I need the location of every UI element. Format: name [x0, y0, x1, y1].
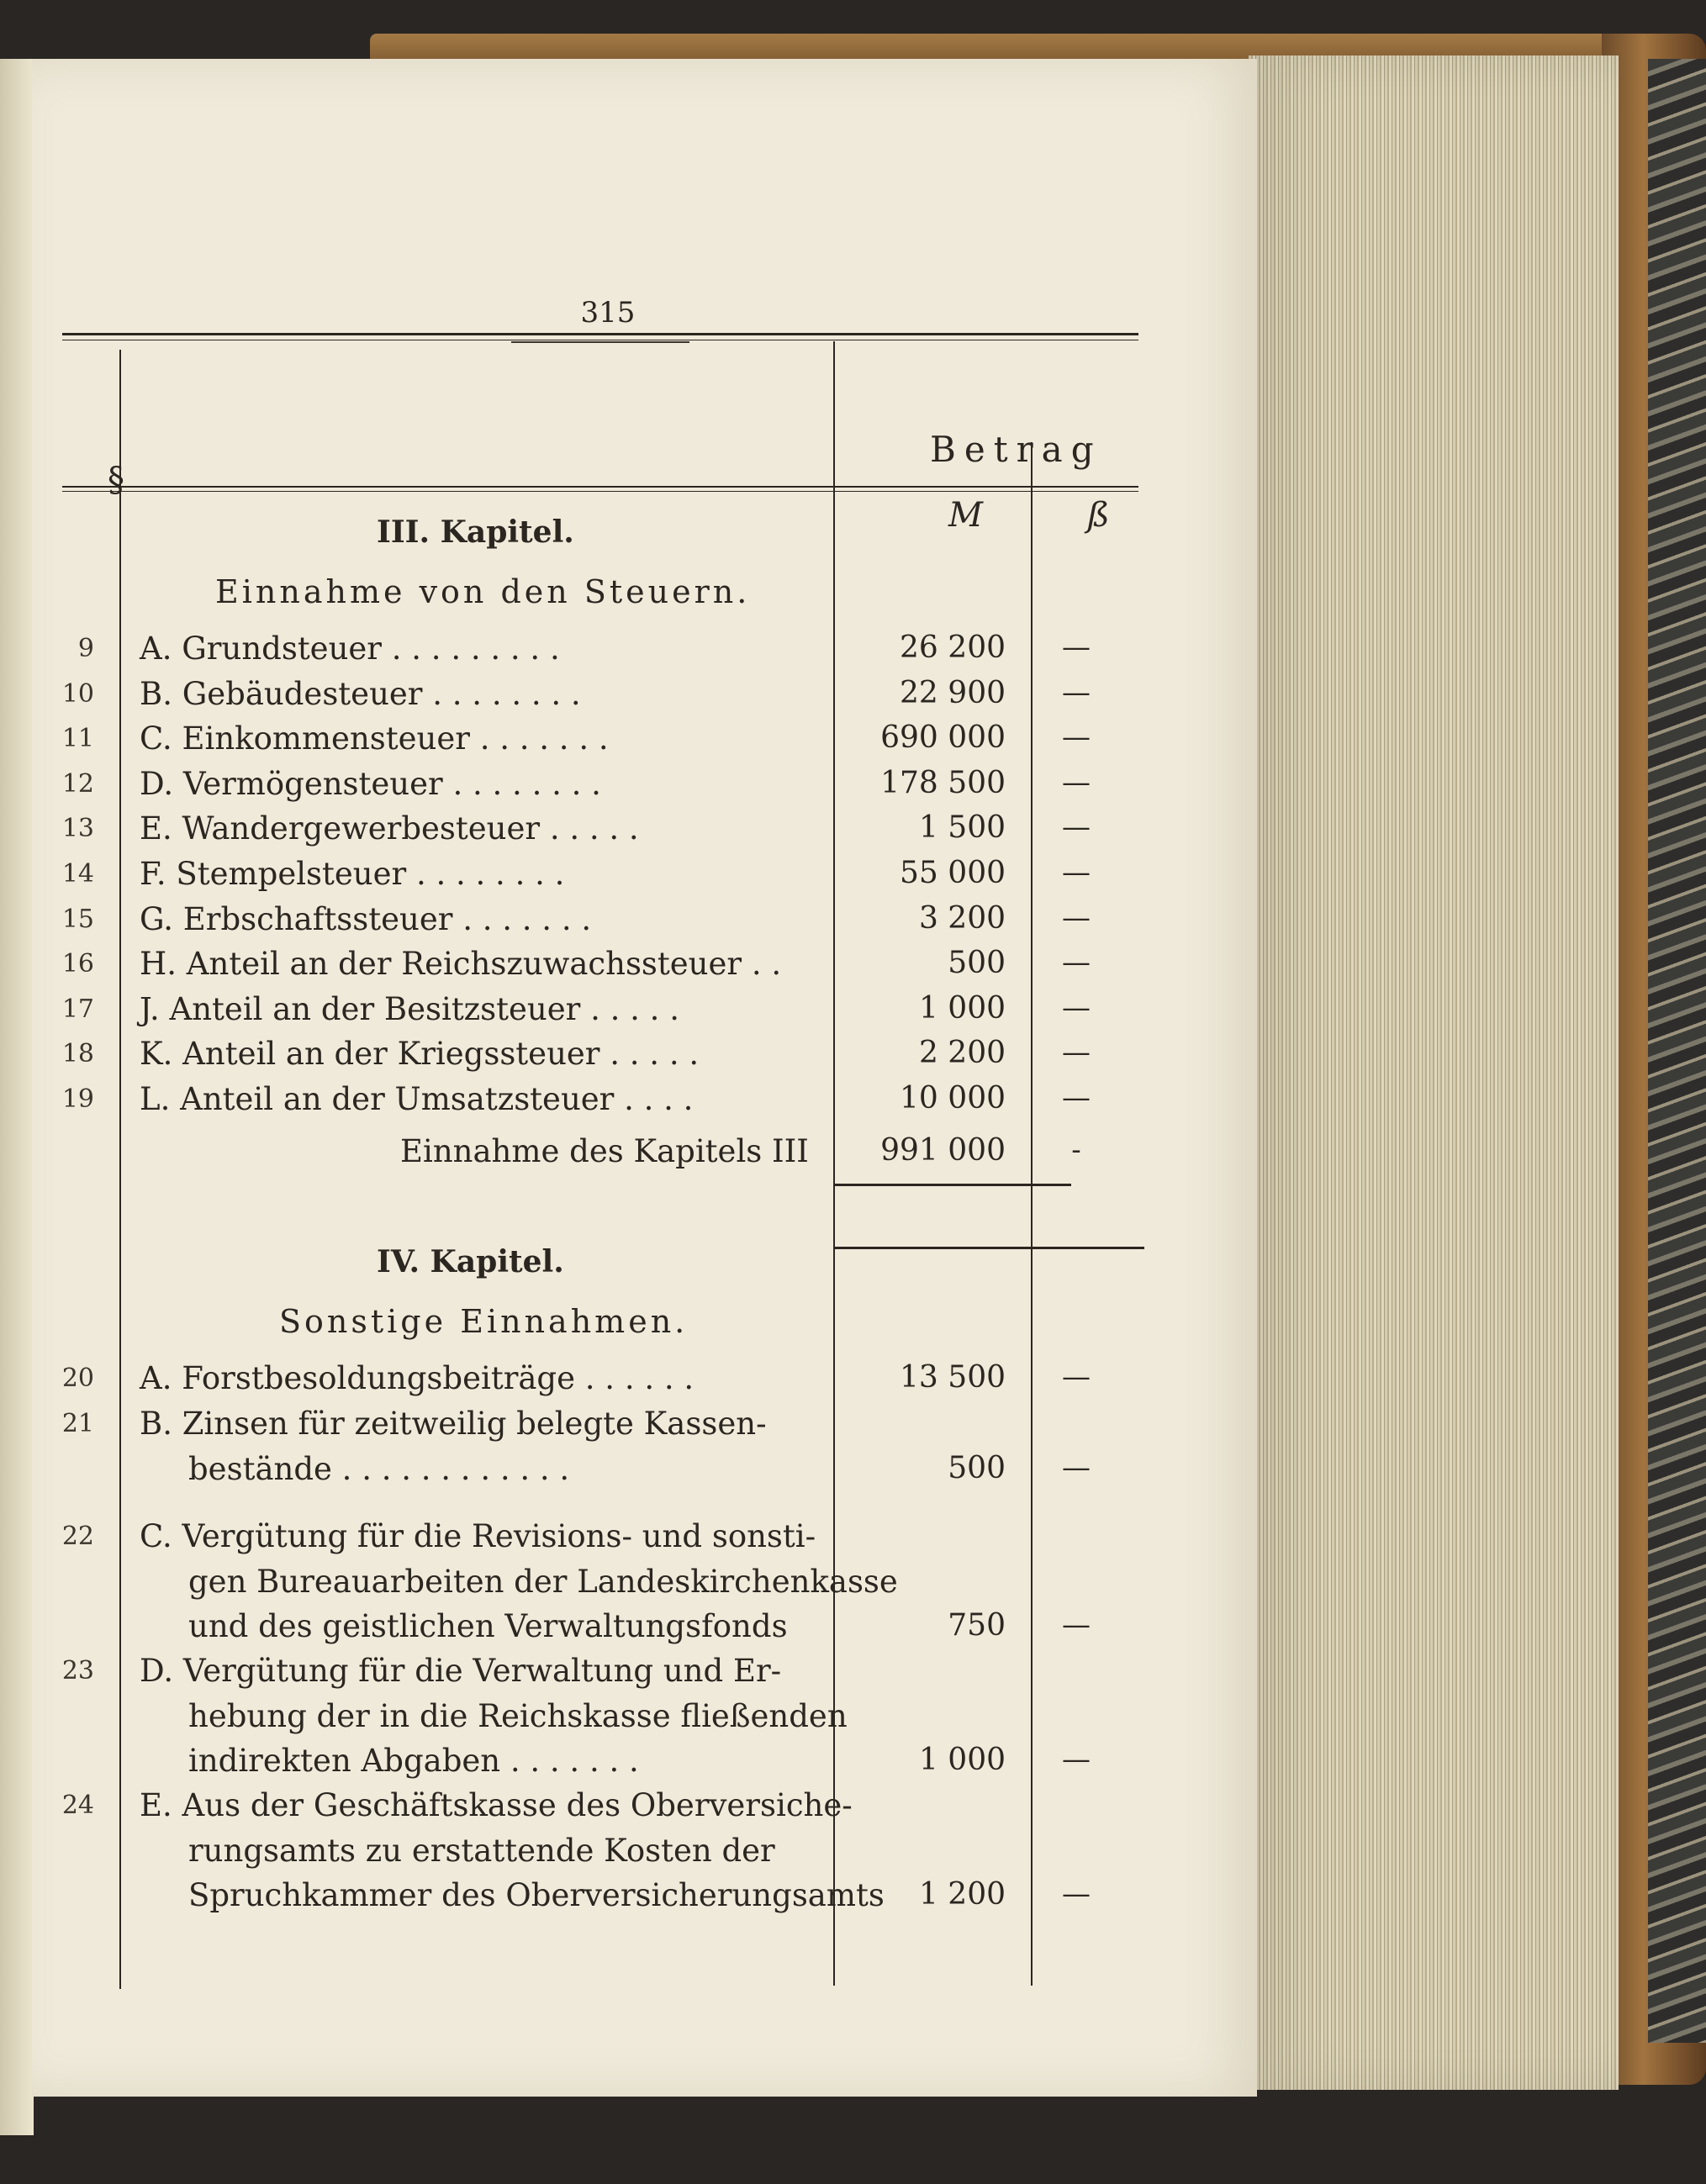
- page-number: 315: [580, 296, 636, 330]
- chapter-3-title: III. Kapitel.: [377, 514, 574, 550]
- book-page: [32, 59, 1257, 2097]
- marbled-endpaper: [1648, 59, 1706, 2043]
- row-number: 24: [61, 1791, 94, 1820]
- row-number: 21: [61, 1409, 94, 1438]
- row-label-line: C. Vergütung für die Revisions- und sonsti-: [140, 1518, 816, 1554]
- row-value: 500: [948, 1450, 1006, 1485]
- row-number: 18: [61, 1039, 94, 1069]
- row-number: 14: [61, 859, 94, 889]
- header-bottom-rule-thin: [62, 491, 1138, 492]
- chapter-3-subtitle: Einnahme von den Steuern.: [215, 573, 751, 610]
- row-number: 20: [61, 1364, 94, 1393]
- header-bottom-rule: [62, 486, 1138, 488]
- row-number: 22: [61, 1522, 94, 1551]
- row-number: 9: [77, 634, 94, 663]
- row-label-line: E. Aus der Geschäftskasse des Oberversiche-: [140, 1787, 853, 1823]
- row-label: F. Stempelsteuer . . . . . . . .: [140, 856, 565, 892]
- left-page-edge: [0, 59, 34, 2135]
- header-pfennig: ß: [1087, 496, 1110, 535]
- row-pfennig: —: [1062, 856, 1091, 889]
- row-label: C. Einkommensteuer . . . . . . .: [140, 720, 609, 757]
- row-label: A. Grundsteuer . . . . . . . . .: [140, 630, 560, 667]
- row-label-line: gen Bureauarbeiten der Landeskirchenkasse: [188, 1563, 898, 1600]
- row-label-line: Spruchkammer des Oberversicherungsamts: [188, 1877, 885, 1914]
- row-value: 3 200: [918, 900, 1006, 936]
- row-label-line: hebung der in die Reichskasse fließenden: [188, 1697, 848, 1734]
- table-top-rule: [62, 333, 1138, 335]
- row-pfennig: —: [1062, 1081, 1091, 1115]
- header-mark: M: [948, 496, 983, 535]
- row-value: 1 500: [918, 810, 1006, 846]
- row-label: K. Anteil an der Kriegssteuer . . . . .: [140, 1036, 700, 1073]
- row-label-line: beständе . . . . . . . . . . . .: [188, 1450, 570, 1487]
- row-pfennig: —: [1062, 810, 1091, 845]
- row-pfennig: —: [1062, 946, 1091, 980]
- row-value: 13 500: [900, 1360, 1006, 1395]
- row-pfennig: —: [1062, 720, 1091, 755]
- page-edges: [1249, 55, 1619, 2090]
- chapter-3-total-pfennig: -: [1071, 1133, 1081, 1167]
- total-rule-top: [833, 1184, 1071, 1186]
- row-number: 11: [61, 724, 94, 754]
- row-label: L. Anteil an der Umsatzsteuer . . . .: [140, 1081, 694, 1117]
- row-value: 1 200: [918, 1877, 1006, 1912]
- row-number: 16: [61, 949, 94, 979]
- row-number: 13: [61, 814, 94, 844]
- column-rule-para: [119, 350, 121, 1989]
- header-paragraph-sign: §: [108, 461, 124, 499]
- row-label-line: rungsamts zu erstattende Kosten der: [188, 1832, 775, 1869]
- row-value: 750: [948, 1608, 1006, 1643]
- row-label: H. Anteil an der Reichszuwachssteuer . .: [140, 946, 782, 983]
- header-betrag: Betrag: [930, 429, 1102, 470]
- row-label-line: und des geistlichen Verwaltungsfonds: [188, 1608, 788, 1645]
- row-label: E. Wandergewerbesteuer . . . . .: [140, 810, 639, 847]
- row-label: J. Anteil an der Besitzsteuer . . . . .: [140, 990, 679, 1027]
- chapter-4-subtitle: Sonstige Einnahmen.: [279, 1303, 689, 1340]
- row-number: 12: [61, 768, 94, 799]
- row-label-line: A. Forstbesoldungsbeiträge . . . . . .: [140, 1360, 695, 1396]
- row-value: 26 200: [900, 630, 1006, 665]
- row-number: 23: [61, 1656, 94, 1685]
- row-label-line: D. Vergütung für die Verwaltung und Er-: [140, 1653, 782, 1689]
- row-pfennig: —: [1062, 630, 1091, 664]
- row-value: 1 000: [918, 990, 1006, 1026]
- total-rule-bottom: [833, 1247, 1144, 1249]
- row-pfennig: —: [1062, 900, 1091, 935]
- row-number: 17: [61, 994, 94, 1024]
- row-label-line: B. Zinsen für zeitweilig belegte Kassen-: [140, 1406, 767, 1442]
- chapter-4-title: IV. Kapitel.: [377, 1244, 564, 1279]
- row-label: B. Gebäudesteuer . . . . . . . .: [140, 675, 581, 712]
- row-label: G. Erbschaftssteuer . . . . . . .: [140, 900, 592, 937]
- page-number-rule: [511, 341, 689, 343]
- row-label-line: indirekten Abgaben . . . . . . .: [188, 1743, 639, 1780]
- row-pfennig: —: [1062, 765, 1091, 799]
- row-label: D. Vermögensteuer . . . . . . . .: [140, 765, 601, 802]
- row-pfennig: —: [1062, 990, 1091, 1025]
- row-pfennig: —: [1062, 675, 1091, 710]
- row-number: 19: [61, 1084, 94, 1114]
- row-value: 690 000: [880, 720, 1006, 756]
- row-pfennig: —: [1062, 1360, 1091, 1394]
- row-pfennig: —: [1062, 1608, 1091, 1643]
- row-pfennig: —: [1062, 1450, 1091, 1485]
- row-value: 55 000: [900, 856, 1006, 890]
- row-number: 15: [61, 904, 94, 934]
- row-value: 2 200: [918, 1036, 1006, 1071]
- row-number: 10: [61, 678, 94, 709]
- row-value: 10 000: [900, 1081, 1006, 1116]
- column-rule-pfennig: [1031, 442, 1033, 1986]
- chapter-3-total-value: 991 000: [880, 1133, 1006, 1168]
- chapter-3-total-label: Einnahme des Kapitels III: [400, 1133, 809, 1169]
- row-pfennig: —: [1062, 1036, 1091, 1070]
- row-pfennig: —: [1062, 1743, 1091, 1777]
- row-value: 178 500: [880, 765, 1006, 800]
- row-value: 1 000: [918, 1743, 1006, 1778]
- row-value: 22 900: [900, 675, 1006, 710]
- row-pfennig: —: [1062, 1877, 1091, 1912]
- row-value: 500: [948, 946, 1006, 981]
